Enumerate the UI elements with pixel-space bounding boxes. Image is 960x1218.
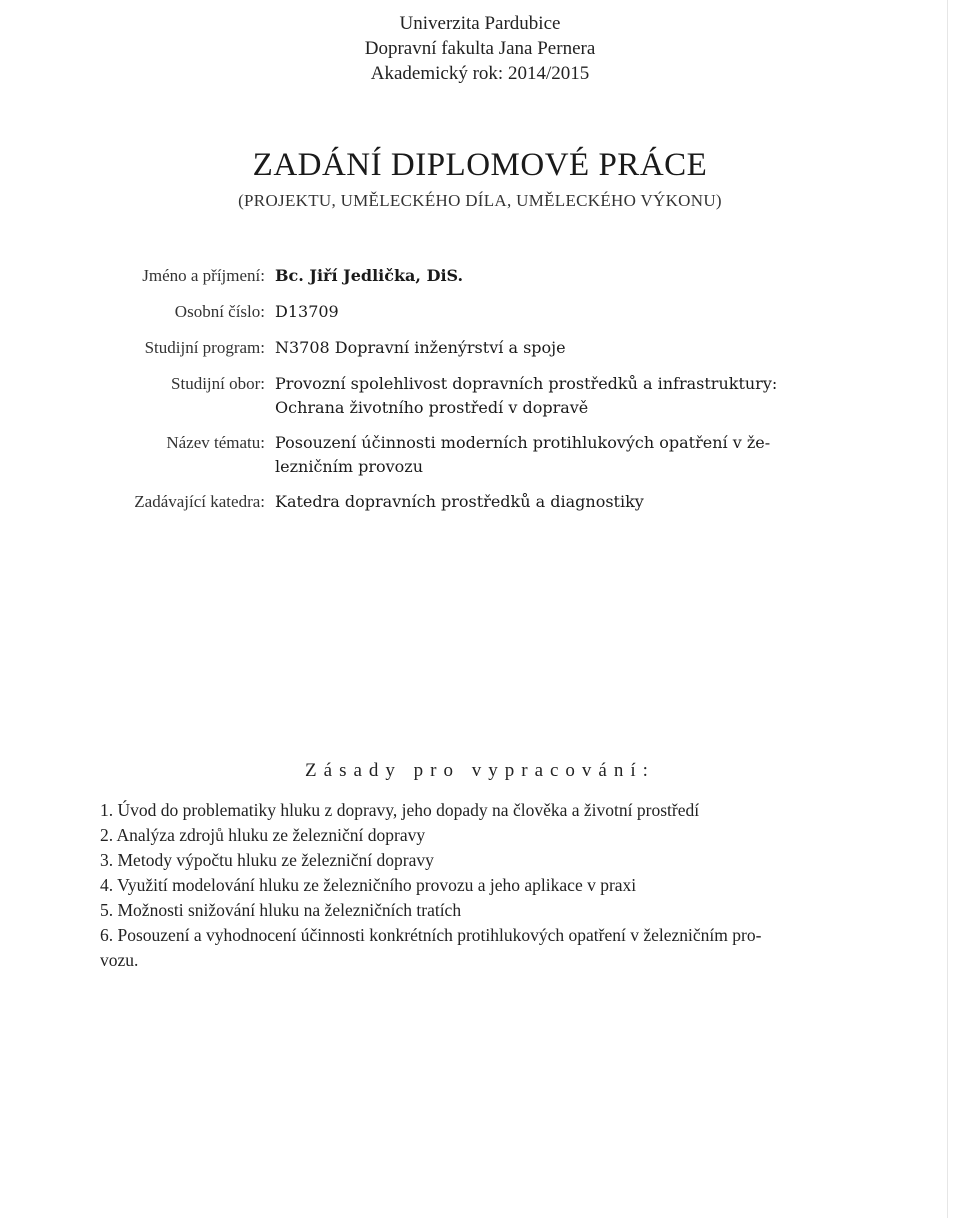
info-row-topic <box>100 430 900 479</box>
list-item: vozu. <box>100 950 139 970</box>
personal-number: D13709 <box>275 302 339 321</box>
document-title: ZADÁNÍ DIPLOMOVÉ PRÁCE <box>252 147 708 183</box>
study-field-line: Ochrana životního prostředí v dopravě <box>275 398 589 417</box>
list-item: 2. Analýza zdrojů hluku ze železniční dopravy <box>100 825 426 845</box>
info-label: Studijní program: <box>144 338 265 357</box>
list-item: 1. Úvod do problematiky hluku z dopravy, jeho dopady na člověka a životní prostředí <box>100 800 700 820</box>
info-label: Osobní číslo: <box>174 302 265 321</box>
study-program: N3708 Dopravní inženýrství a spoje <box>275 338 566 357</box>
info-label: Studijní obor: <box>171 374 265 393</box>
info-label: Zadávající katedra: <box>134 492 265 511</box>
document-header <box>0 11 960 86</box>
student-name: Bc. Jiří Jedlička, DiS. <box>275 266 464 285</box>
thesis-topic-line: lezničním provozu <box>275 457 424 476</box>
info-label: Jméno a příjmení: <box>142 266 265 285</box>
principles-list <box>100 798 875 973</box>
info-row-study-program <box>100 335 900 361</box>
info-row-name <box>100 263 900 289</box>
list-item: 3. Metody výpočtu hluku ze železniční dopravy <box>100 850 434 870</box>
faculty-name: Dopravní fakulta Jana Pernera <box>364 38 596 59</box>
list-item: 6. Posouzení a vyhodnocení účinnosti konkrétních protihlukových opatření v železničním pro- <box>100 925 762 945</box>
academic-year: Akademický rok: 2014/2015 <box>370 63 590 84</box>
info-row-personal-number <box>100 299 900 325</box>
info-row-department <box>100 489 900 515</box>
info-label: Název tématu: <box>166 433 265 452</box>
scan-edge-line <box>947 0 948 1218</box>
department: Katedra dopravních prostředků a diagnostiky <box>275 492 644 511</box>
student-info <box>100 263 900 525</box>
university-name: Univerzita Pardubice <box>399 13 561 34</box>
list-item: 5. Možnosti snižování hluku na železničních tratích <box>100 900 462 920</box>
thesis-topic-line: Posouzení účinnosti moderních protihlukových opatření v že- <box>275 433 771 452</box>
principles-heading: Zásady pro vypracování: <box>305 760 655 781</box>
info-row-study-field <box>100 371 900 420</box>
document-subtitle: (PROJEKTU, UMĚLECKÉHO DÍLA, UMĚLECKÉHO VÝKONU) <box>238 191 722 210</box>
study-field-line: Provozní spolehlivost dopravních prostředků a infrastruktury: <box>275 374 778 393</box>
list-item: 4. Využití modelování hluku ze železničního provozu a jeho aplikace v praxi <box>100 875 637 895</box>
thesis-topic <box>275 430 900 479</box>
study-field <box>275 371 900 420</box>
